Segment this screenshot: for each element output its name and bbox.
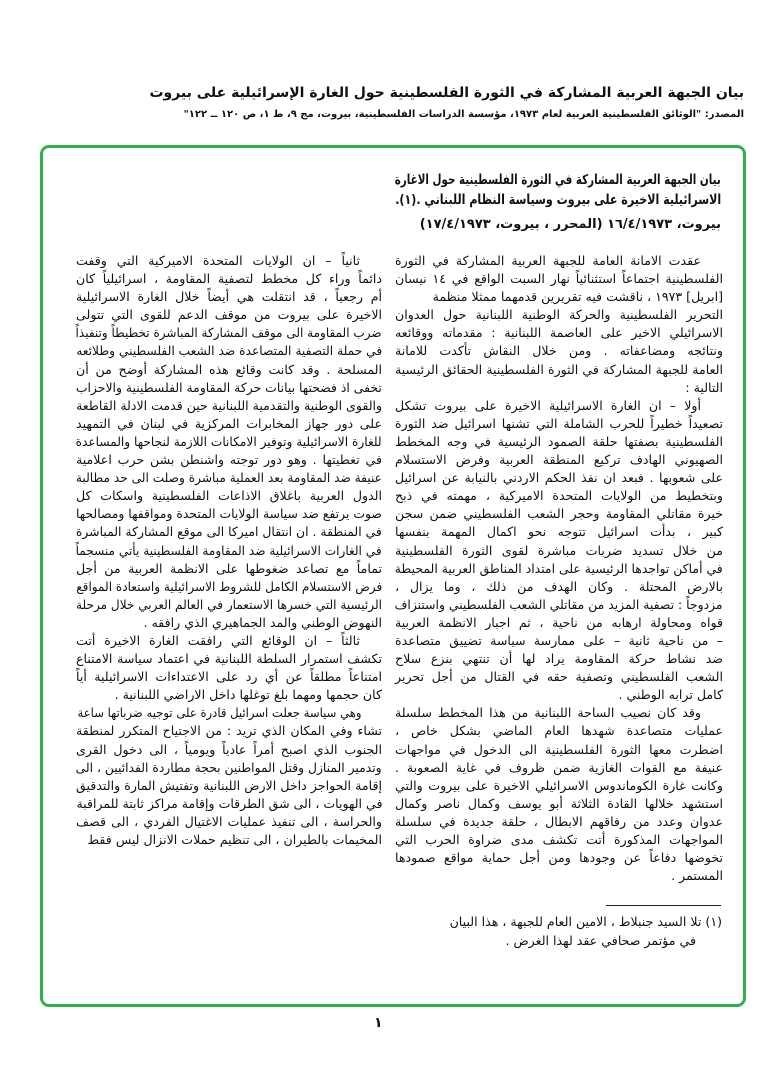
text-line <box>76 288 382 306</box>
text-line-text: ثانياً – ان الولايات المتحدة الاميركية التي وقفت <box>76 253 360 268</box>
text-line-text: تصعيداً خطيراً للحرب الشاملة التي تشنها اسرائيل ضد الثورة <box>395 415 723 431</box>
text-line <box>395 451 723 469</box>
text-line <box>76 324 382 342</box>
paragraph <box>76 704 382 849</box>
text-line-text: الفلسطينية بصفتها حلقة الصمود الرئيسية في وجه المخطط <box>395 433 723 449</box>
text-line-text: خيرة مقاتلي المقاومة وحجر الشعب الفلسطيني ضمن سجن <box>395 506 723 522</box>
text-line <box>395 686 723 704</box>
document-title <box>44 84 744 102</box>
text-line-text: المخيمات بالطيران ، الى تنظيم حملات الانزال ليس فقط <box>87 832 382 847</box>
text-line <box>395 596 723 614</box>
text-line <box>395 342 723 360</box>
text-line-text: عنيفة مع القوات الغازية ضمن ظروف في غاية الصعوبة . <box>395 759 723 775</box>
text-line <box>76 777 382 795</box>
text-line <box>395 252 723 270</box>
page-number: ١ <box>374 1015 383 1031</box>
document-source-text: المصدر: "الوثائق الفلسطينية العربية لعام ١٩٧٣، مؤسسة الدراسات الفلسطينية، بيروت، مج ٩، ط ١، ص ١٢٠ ــ ١٢٢" <box>183 109 744 120</box>
text-line-text: كبير ، بدأت اسرائيل تتوجه نحو اكمال المهمة بنفسها <box>395 524 723 540</box>
text-line-text: – من ناحية ثانية – على ممارسة سياسة تضييق متصاعدة <box>395 632 723 648</box>
text-line-text: قواه ومحاولة ارهابه من ناحية ، ثم اجبار الانظمة العربية <box>395 614 723 630</box>
text-line-text: عقدت الامانة العامة للجبهة العربية المشاركة في الثورة <box>395 253 701 268</box>
text-line-text: وكانت غارة الكوماندوس الاسرائيلي الاخيرة على بيروت والتي <box>395 777 723 793</box>
text-line-text: المستمر . <box>671 868 723 884</box>
text-line <box>76 560 382 578</box>
text-line-text: على دور جهاز المخابرات المركزية في لبنان في التمهيد <box>76 415 382 431</box>
text-line-text: ضد نشاط حركة المقاومة يراد لها أن تنتهي بنزع سلاح <box>395 651 723 667</box>
text-line-text: تخفى اذ فضحتها بيانات حركة المقاومة الفلسطينية والاحزاب <box>75 379 382 395</box>
text-line-text: الرئيسية التي خسرها الاستعمار في العالم العربي خلال مرحلة <box>76 596 382 612</box>
statement-heading <box>395 170 721 235</box>
text-line <box>76 650 382 668</box>
text-line <box>76 415 382 433</box>
text-line <box>395 578 723 596</box>
document-source <box>44 108 744 121</box>
dateline <box>395 215 721 235</box>
heading-line <box>395 170 721 190</box>
text-line <box>76 813 382 831</box>
text-line-text: في المنطقة . ان انتقال اميركا الى موقع المشاركة المباشرة <box>76 524 382 540</box>
text-line <box>56 704 382 722</box>
text-line-text: ونتائجه ومضاعفاته . ومن خلال النقاش تأكدت للامانة <box>395 343 723 359</box>
text-line <box>76 741 382 759</box>
text-line-text: في تغطيتها . وهو دور توجته واشنطن بشن حرب اعلامية <box>76 452 382 468</box>
text-line-text: تكشف استمرار السلطة اللبنانية في اعتماد سياسة الامتناع <box>76 651 382 667</box>
text-line-text: من خلال تسديد ضربات مباشرة لقوى الثورة الفلسطينية <box>395 542 723 558</box>
text-line-text: امتناعاً مطلقاً عن أي رد على الاعتداءات الاسرائيلية أياً <box>76 669 382 685</box>
text-line <box>76 252 382 270</box>
text-line-text: إقامة الحواجز داخل الارض اللبنانية وتفتيش المارة والتدقيق <box>76 777 382 793</box>
text-line-text: في الغارات الاسرائيلية ضد المقاومة الفلسطينية يأتي منسجماً <box>76 542 382 558</box>
text-line <box>76 379 382 397</box>
text-line <box>395 777 723 795</box>
footnote-divider <box>606 905 721 906</box>
text-line <box>76 614 382 632</box>
text-line <box>395 795 723 813</box>
text-line <box>395 813 723 831</box>
text-line <box>395 469 723 487</box>
text-line-text: أولا – ان الغارة الاسرائيلية الاخيرة على بيروت تشكل <box>395 397 701 413</box>
text-line-text: كان حجمها ومهما بلغ توغلها داخل الاراضي اللبنانية . <box>114 687 382 703</box>
paragraph <box>395 397 723 705</box>
text-line <box>395 288 723 306</box>
text-line <box>395 560 723 578</box>
text-line <box>395 487 723 505</box>
text-line <box>76 469 382 487</box>
text-line-text: في أماكن تواجدها الرئيسية على امتداد المناطق العربية المحيطة <box>395 560 723 576</box>
text-line <box>395 614 723 632</box>
dateline-text: بيروت، ١٦/٤/١٩٧٣ (المحرر ، بيروت، ١٧/٤/١٩٧٣) <box>419 217 721 232</box>
text-line <box>76 596 382 614</box>
text-line-text: الاخيرة على بيروت من موقف الدعم للقوى التي تتولى <box>76 307 382 323</box>
text-line <box>76 722 382 740</box>
text-line-text: عنيفة ضد المقاومة بعد العملية مباشرة وصلت الى حد مطالبة <box>75 470 382 486</box>
text-line <box>76 578 382 596</box>
text-line-text: في الهويات ، الى شق الطرقات وإقامة مراكز ثابتة للمراقبة <box>75 795 382 811</box>
text-line-text: والحراسة ، الى تنفيذ عمليات الاغتيال الفردي ، الى قصف <box>76 813 382 829</box>
text-line-text: عمليات متصاعدة شهدها العام الماضي بشكل خاص ، <box>395 723 723 739</box>
text-line <box>395 668 723 686</box>
text-line <box>76 542 382 560</box>
text-line <box>395 270 723 288</box>
text-line-text: الجنوب الذي اصبح أمراً عادياً ويومياً ، الى دخول القرى <box>76 741 382 757</box>
text-line-text: وبتخطيط من الولايات المتحدة الاميركية ، مهمته في ذبح <box>395 488 723 504</box>
text-line-text: للغارة الاسرائيلية وتوفير الامكانات اللازمة لنجاحها والمساعدة <box>76 433 382 449</box>
text-line-text: الاسرائيلي الاخير على العاصمة اللبنانية : مقدماته ووقائعه <box>395 325 723 341</box>
text-line-text: أم رجعياً ، قد انتقلت هي أيضاً خلال الغارة الاسرائيلية <box>76 289 382 305</box>
text-line <box>76 831 382 849</box>
text-line-text: في حملة التصفية المتصاعدة ضد الشعب الفلسطيني وطلائعه <box>75 343 382 359</box>
heading-line-text: الاسرائيلية الاخيرة على بيروت وسياسة النظام اللبناني .(١). <box>395 192 721 208</box>
text-line <box>395 650 723 668</box>
text-line-text: مزدوجاً : تصفية المزيد من مقاتلي الشعب الفلسطيني واستنزاف <box>395 596 723 612</box>
paragraph <box>395 252 723 397</box>
heading-line-text: بيان الجبهة العربية المشاركة في الثورة الفلسطينية حول الاغارة <box>394 172 721 188</box>
text-line <box>76 505 382 523</box>
text-line <box>76 795 382 813</box>
heading-line <box>395 190 721 210</box>
text-line <box>395 379 723 397</box>
text-line <box>395 306 723 324</box>
text-line <box>395 433 723 451</box>
text-line-text: تماماً مع تصاعد ضغوطها على الانظمة العربية من أجل <box>76 560 382 576</box>
text-line-text: صوت يرتفع ضد سياسة الولايات المتحدة ومواقفها ومصالحها <box>75 506 382 522</box>
text-line <box>395 505 723 523</box>
text-line-text: اضطرت معها الثورة الفلسطينية الى الدخول في مواجهات <box>395 741 723 757</box>
text-line <box>395 867 723 885</box>
text-line-text: ثالثاً – ان الوقائع التي رافقت الغارة الاخيرة أتت <box>76 632 360 648</box>
text-line-text: [ابريل] ١٩٧٣ ، ناقشت فيه تقريرين قدمهما ممثلا منظمة <box>432 289 723 305</box>
text-line <box>395 632 723 650</box>
footnote-line-text: في مؤتمر صحافي عقد لهذا الغرض . <box>505 933 696 948</box>
text-line-text: المواجهات المذكورة أتت تكشف مدى ضراوة الحرب التي <box>395 832 723 847</box>
text-line <box>76 451 382 469</box>
text-line <box>395 542 723 560</box>
text-line <box>76 759 382 777</box>
text-line-text: والقوى الوطنية والتقدمية اللبنانية حين قدمت الادلة القاطعة <box>75 397 382 413</box>
text-line <box>76 361 382 379</box>
text-line-text: على شعوبها . فبعد ان نفذ الحكم الاردني بالنيابة عن اسرائيل <box>395 470 723 486</box>
text-line <box>76 487 382 505</box>
text-line <box>395 415 723 433</box>
text-line-text: فرض الاستسلام الكامل للشروط الاسرائيلية واستعادة المواقع <box>76 578 382 594</box>
text-line <box>395 361 723 379</box>
footnote-line-text: (١) تلا السيد جنبلاط ، الامين العام للجبهة ، هذا البيان <box>449 914 722 929</box>
text-line-text: المسلحة . وقد كانت وقائع هذه المشاركة أوضح من أن <box>76 361 382 377</box>
text-line-text: الشعب الفلسطيني وتصفية حقه في القتال من أجل تحرير <box>395 669 723 685</box>
footnote-line <box>400 931 722 950</box>
text-line-text: وتدمير المنازل وقتل المواطنين بحجة مطاردة الفدائيين ، الى <box>75 759 382 775</box>
text-line <box>395 704 723 722</box>
text-line <box>395 831 723 849</box>
text-line <box>76 433 382 451</box>
paragraph <box>76 252 382 632</box>
text-line <box>395 741 723 759</box>
text-line <box>76 397 382 415</box>
text-line-text: كامل ترابه الوطني . <box>618 687 723 703</box>
text-line <box>395 523 723 541</box>
text-line <box>76 306 382 324</box>
footnote-line <box>400 912 722 931</box>
text-line <box>76 523 382 541</box>
text-line-text: استشهد خلالها القادة الثلاثة أبو يوسف وكمال ناصر وكمال <box>395 795 723 811</box>
paragraph <box>76 632 382 704</box>
text-line-text: العامة للجبهة المشاركة في الثورة الفلسطينية الحقائق الرئيسية <box>395 361 723 377</box>
text-line <box>395 759 723 777</box>
text-line-text: تخوضها دفاعاً عن وجودها ومن أجل حماية مواقع صمودها <box>395 850 723 866</box>
text-line <box>395 324 723 342</box>
text-line <box>76 270 382 288</box>
text-line-text: ضرب المقاومة الى موقف المشاركة المباشرة تخطيطاً وتنفيذاً <box>76 325 382 341</box>
text-line <box>395 722 723 740</box>
text-column-right <box>395 252 723 885</box>
text-line-text: الفلسطينية اجتماعاً استثنائياً نهار السبت الواقع في ١٤ نيسان <box>395 271 723 287</box>
text-line-text: النهوض الوطني والمد الجماهيري الذي رافقه . <box>143 614 382 630</box>
text-line-text: وهي سياسة جعلت اسرائيل قادرة على توجيه ضرباتها ساعة <box>77 705 362 721</box>
text-line-text: عدوان وعدد من رفاقهم الابطال ، حلقة جديدة في سلسلة <box>395 813 723 829</box>
paragraph <box>395 704 723 885</box>
text-line <box>395 397 723 415</box>
text-line <box>76 342 382 360</box>
text-line-text: وقد كان نصيب الساحة اللبنانية من هذا المخطط سلسلة <box>395 705 701 721</box>
document-title-text: بيان الجبهة العربية المشاركة في الثورة الفلسطينية حول الغارة الإسرائيلية على بيروت <box>149 85 744 101</box>
text-line-text: التالية : <box>685 379 723 395</box>
text-line <box>76 632 382 650</box>
text-line-text: بالارض المحتلة . وكان الهدف من ذلك ، وما يزال ، <box>395 578 723 594</box>
text-line-text: الدول العربية باغلاق الاذاعات الفلسطينية واسكات كل <box>76 488 382 504</box>
text-line-text: التحرير الفلسطينية والحركة الوطنية اللبنانية حول العدوان <box>395 307 723 323</box>
text-line-text: دائماً وراء كل مخطط لتصفية المقاومة ، اسرائيلياً كان <box>76 271 382 287</box>
text-line-text: الصهيوني الهادف تركيع المنطقة العربية وفرض الاستسلام <box>395 452 723 468</box>
text-line <box>76 686 382 704</box>
footnote <box>400 912 722 950</box>
text-line <box>76 668 382 686</box>
text-line-text: تشاء وفي المكان الذي تريد : من الاجتياح المتكرر لمنطقة <box>76 723 382 739</box>
text-line <box>395 849 723 867</box>
text-column-left <box>76 252 382 849</box>
